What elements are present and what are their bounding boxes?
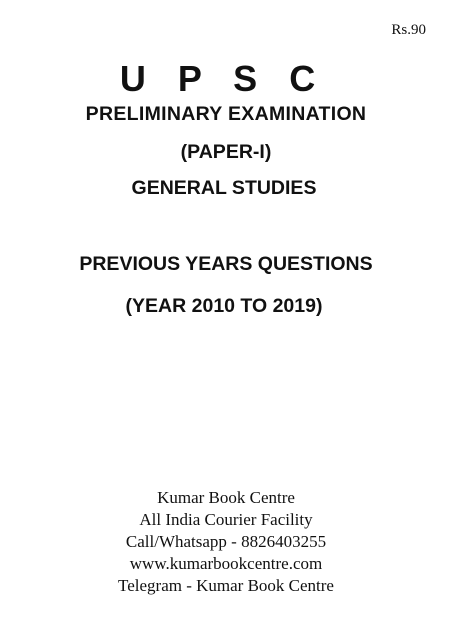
- paper-label: (PAPER-I): [180, 141, 272, 163]
- publisher-name: Kumar Book Centre: [157, 488, 295, 507]
- price-label: Rs.90: [391, 22, 426, 38]
- telegram-info: Telegram - Kumar Book Centre: [118, 576, 334, 595]
- phone-info: Call/Whatsapp - 8826403255: [125, 532, 327, 551]
- courier-info: All India Courier Facility: [139, 510, 313, 529]
- year-range: (YEAR 2010 TO 2019): [125, 295, 323, 317]
- subject-label: GENERAL STUDIES: [131, 177, 317, 199]
- collection-title: PREVIOUS YEARS QUESTIONS: [79, 253, 373, 275]
- website-info: www.kumarbookcentre.com: [129, 554, 323, 573]
- exam-title: PRELIMINARY EXAMINATION: [85, 103, 367, 125]
- org-title: U P S C: [119, 58, 327, 99]
- publisher-info: [0, 487, 452, 597]
